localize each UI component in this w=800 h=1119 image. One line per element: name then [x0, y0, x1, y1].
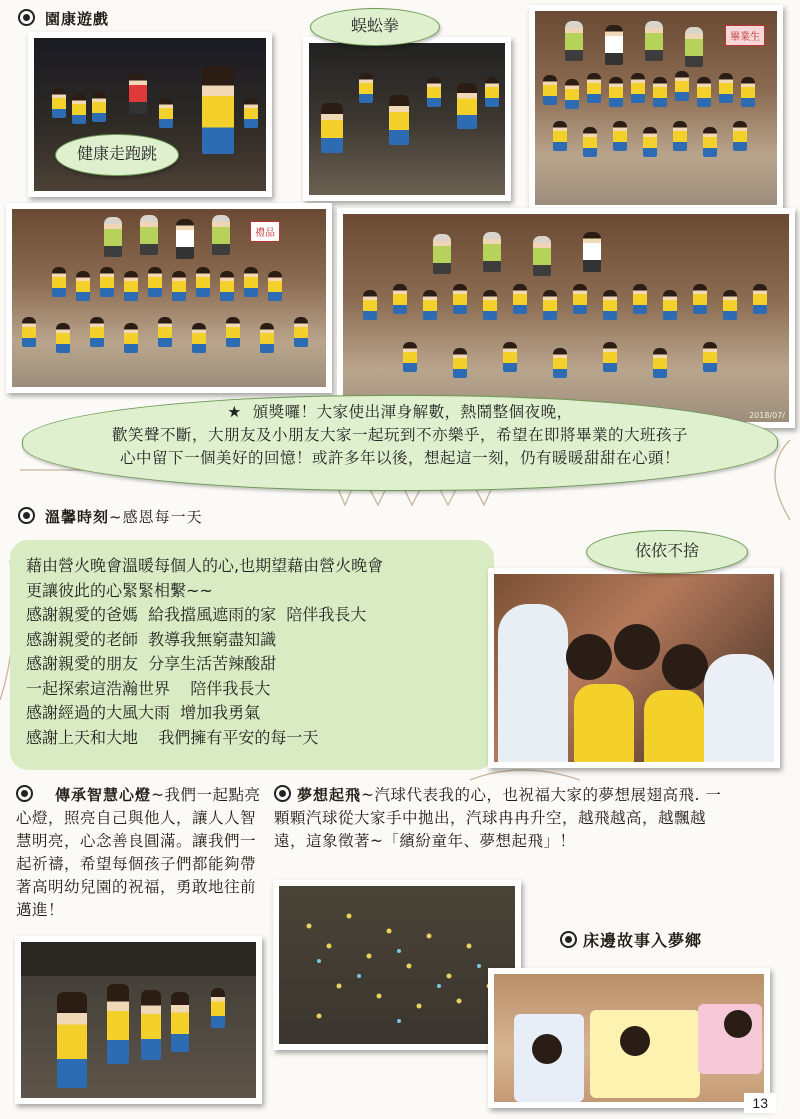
praise-bubble — [22, 395, 778, 491]
poem-line: 感謝上天和大地 我們擁有平安的每一天 — [26, 727, 319, 747]
photo-centipede-fist — [303, 37, 511, 201]
poem-line: 感謝親愛的老師 教導我無窮盡知識 — [26, 629, 277, 649]
bubble-reluctant: 依依不捨 — [586, 530, 748, 574]
praise-line-2: 歡笑聲不斷，大朋友及小朋友大家一起玩到不亦樂乎，希望在即將畢業的大班孩子 — [111, 426, 688, 444]
photo-lamp-ceremony — [15, 936, 262, 1104]
poem-line: 感謝親愛的爸媽 給我擋風遮雨的家 陪伴我長大 — [26, 605, 367, 624]
photo-date-stamp: 2018/07/ — [749, 411, 785, 420]
circle-bullet-icon — [18, 9, 35, 26]
circle-bullet-icon — [560, 931, 577, 948]
poem-line: 感謝親愛的朋友 分享生活苦辣酸甜 — [26, 654, 277, 673]
games-heading: 園康遊戲 — [18, 8, 109, 29]
poem-line: 更讓彼此的心緊緊相繫~~ — [26, 580, 213, 600]
bedtime-heading: 床邊故事入夢鄉 — [560, 928, 702, 951]
circle-bullet-icon — [274, 785, 291, 802]
photo-group-sign — [529, 5, 783, 211]
lamp-heading: 傳承智慧心燈 — [55, 786, 152, 804]
poem-line: 一起探索這浩瀚世界 陪伴我長大 — [26, 678, 271, 698]
praise-line-3: 心中留下一個美好的回憶！或許多年以後，想起這一刻，仍有暖暖甜甜在心頭！ — [119, 449, 680, 467]
dream-heading: 夢想起飛 — [297, 786, 362, 804]
poem-line: 藉由營火晚會溫暖每個人的心,也期望藉由營火晚會 — [26, 556, 384, 575]
warm-heading: 溫馨時刻~感恩每一天 — [18, 506, 203, 527]
bubble-running: 健康走跑跳 — [55, 134, 179, 176]
lamp-body: ~我們一起點亮心燈，照亮自己與他人，讓人人智慧明亮，心念善良圓滿。讓我們一起祈禱，希望每個孩子們都能夠帶著高明幼兒園的祝福，勇敢地往前邁進！ — [16, 786, 261, 919]
praise-line-1: ★ 頒獎囉！大家使出渾身解數，熱鬧整個夜晚， — [227, 403, 573, 421]
star-icon: ★ — [227, 403, 242, 421]
page-number: 13 — [744, 1093, 776, 1113]
photo-group-left — [6, 203, 332, 393]
thanks-poem-panel — [10, 540, 494, 770]
graduates-sign: 畢業生 — [725, 25, 765, 46]
circle-bullet-icon — [16, 785, 33, 802]
photo-bedtime — [488, 968, 770, 1108]
balloon-dots — [279, 886, 515, 1044]
photo-reluctant-part — [488, 568, 780, 768]
circle-bullet-icon — [18, 507, 35, 524]
bubble-centipede: 蜈蚣拳 — [310, 8, 440, 46]
dream-section — [274, 784, 726, 853]
photo-balloons-aerial — [273, 880, 521, 1050]
poem-line: 感謝經過的大風大雨 增加我勇氣 — [26, 703, 261, 722]
dream-body: ~汽球代表我的心，也祝福大家的夢想展翅高飛. 一顆顆汽球從大家手中拋出，汽球冉冉升空，越飛越高，越飄越遠，這象徵著~「繽紛童年、夢想起飛」！ — [274, 786, 722, 850]
lamp-section — [16, 784, 266, 922]
gift-sign: 禮品 — [250, 221, 280, 242]
